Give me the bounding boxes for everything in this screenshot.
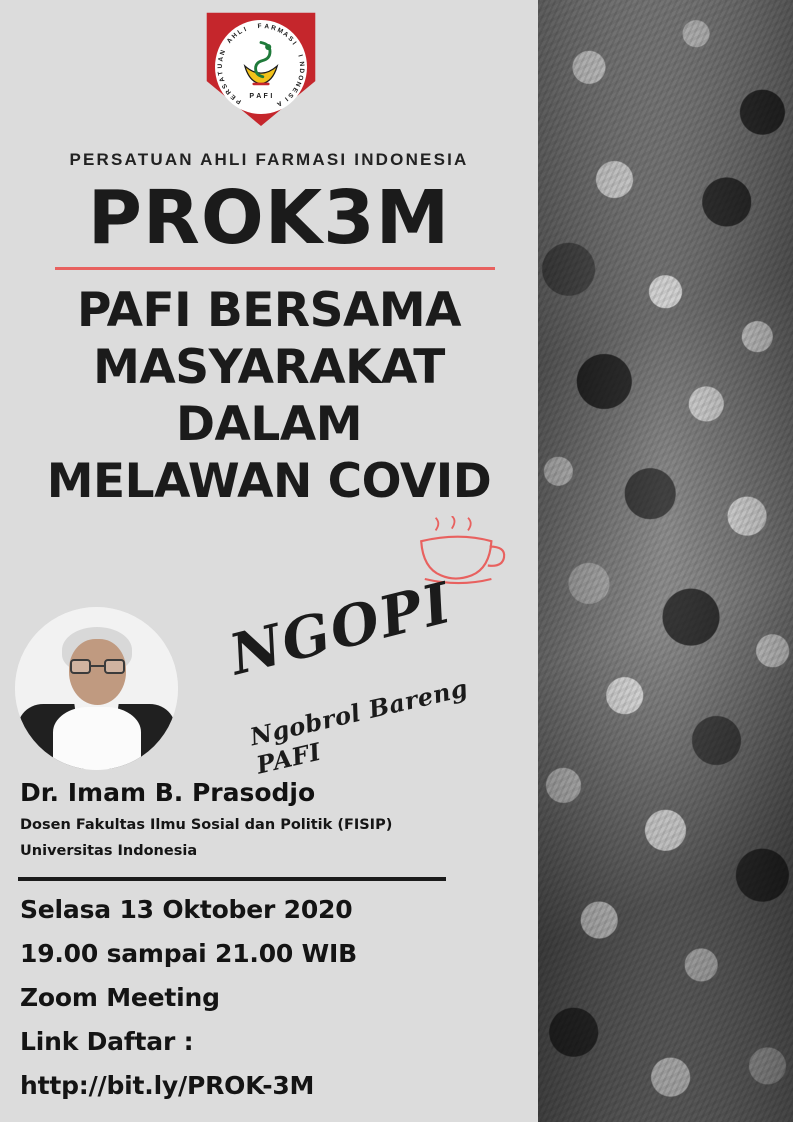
event-date: Selasa 13 Oktober 2020 — [20, 895, 353, 924]
headline-line-3: MELAWAN COVID — [46, 454, 492, 509]
registration-label: Link Daftar : — [20, 1027, 194, 1056]
headline — [0, 282, 538, 510]
program-title: PROK3M — [87, 175, 451, 261]
ngopi-title: NGOPI — [223, 569, 459, 689]
event-time: 19.00 sampai 21.00 WIB — [20, 939, 357, 968]
portrait-shirt — [53, 707, 141, 770]
portrait-glasses-bridge — [91, 665, 104, 667]
registration-link[interactable]: http://bit.ly/PROK-3M — [20, 1071, 315, 1100]
organization-name: PERSATUAN AHLI FARMASI INDONESIA — [69, 150, 469, 169]
section-divider — [18, 877, 446, 881]
speaker-role-line-1: Dosen Fakultas Ilmu Sosial dan Politik (FISIP) — [20, 817, 393, 833]
pafi-logo — [202, 8, 320, 126]
speaker-portrait — [15, 607, 178, 770]
speaker-name: Dr. Imam B. Prasodjo — [20, 778, 316, 807]
speaker-role-line-2: Universitas Indonesia — [20, 843, 198, 859]
photo-vignette-overlay — [538, 0, 793, 1122]
event-details — [20, 888, 520, 1108]
logo-ring-text: P E R S A T U A N A H L I F A R M A S I I N D O N E S I A P A F I — [216, 22, 306, 108]
event-platform: Zoom Meeting — [20, 983, 220, 1012]
accent-divider — [55, 267, 495, 270]
crowd-photo — [538, 0, 793, 1122]
headline-line-2: MASYARAKAT DALAM — [93, 340, 445, 452]
ngopi-subtitle: Ngobrol Bareng PAFI — [247, 673, 471, 780]
headline-line-1: PAFI BERSAMA — [77, 283, 461, 338]
